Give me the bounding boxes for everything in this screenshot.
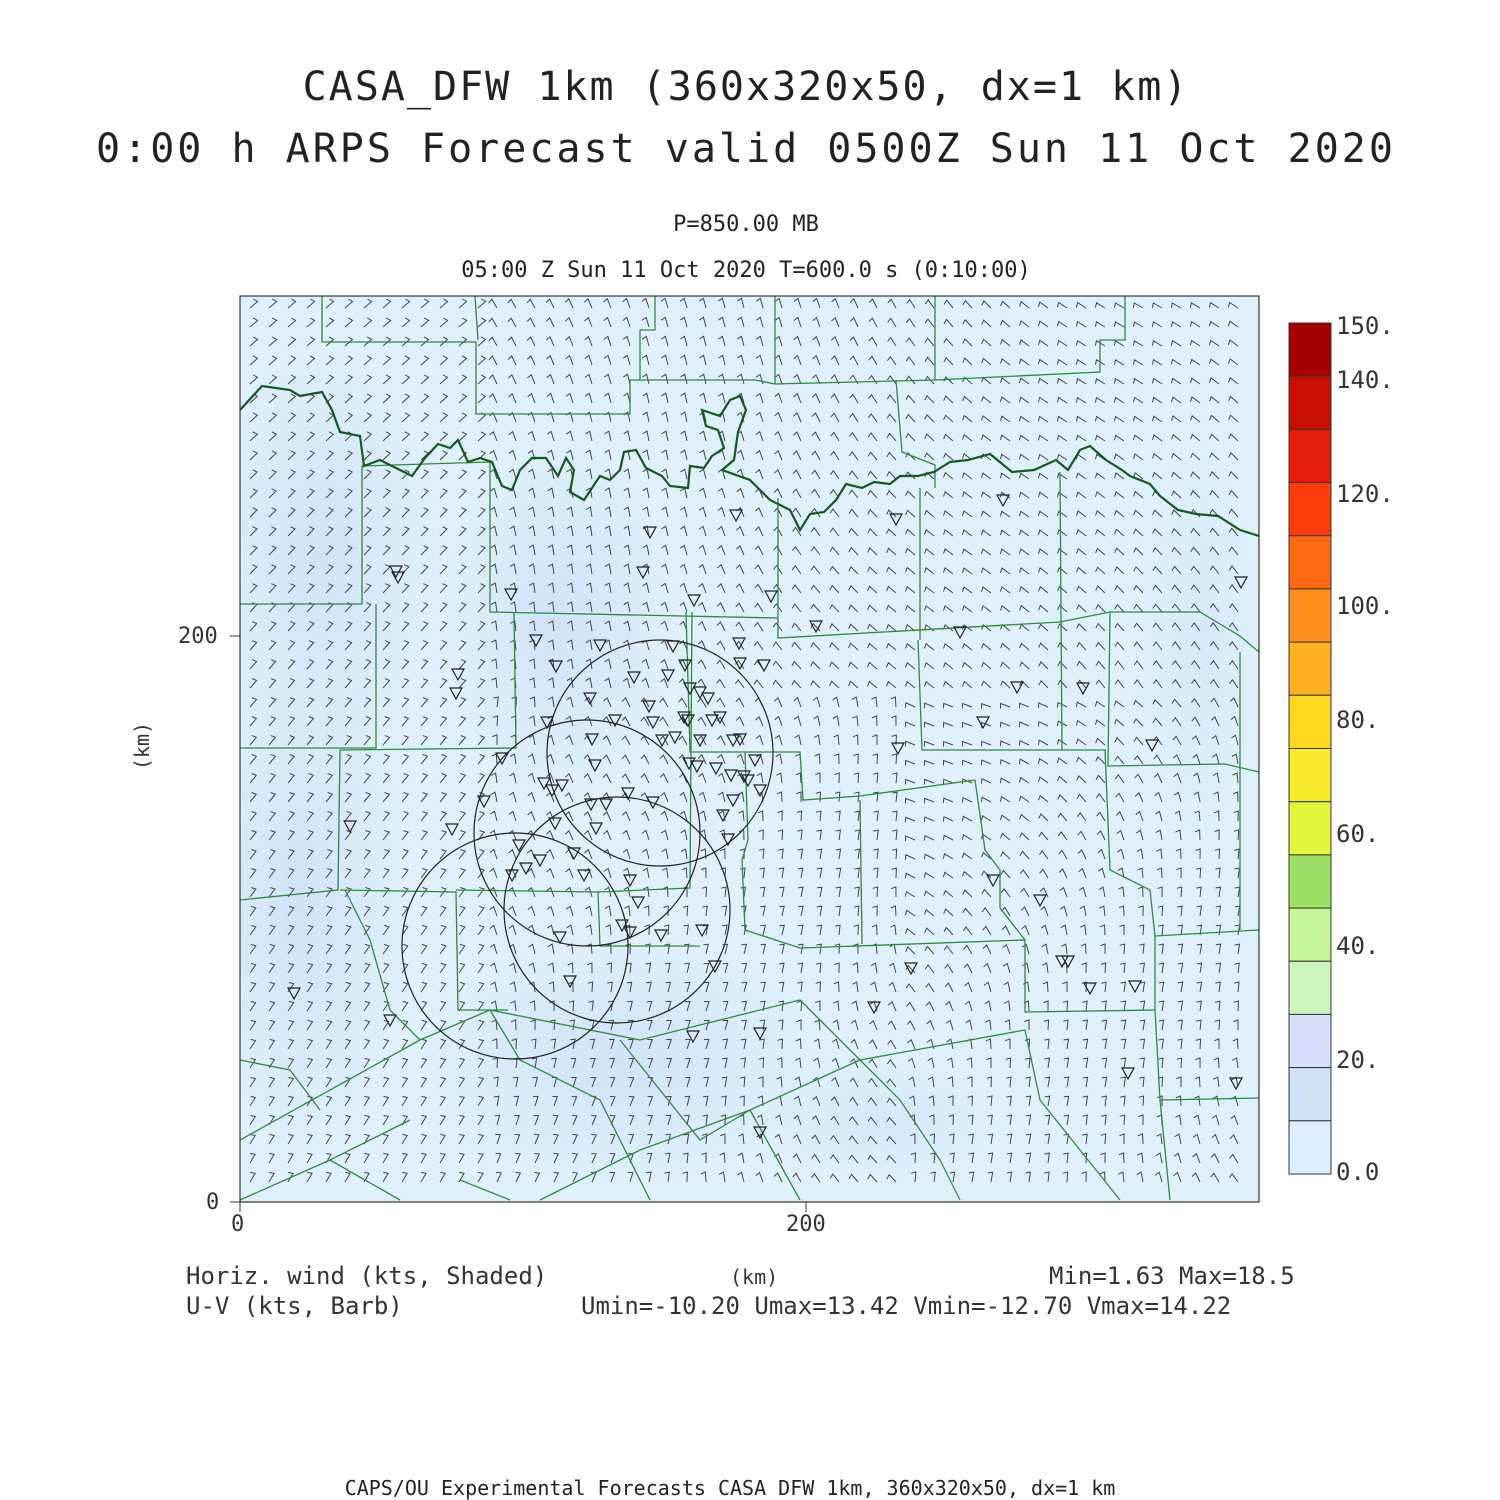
shaded-field-legend: Horiz. wind (kts, Shaded)	[186, 1262, 548, 1290]
barb-field-legend: U-V (kts, Barb)	[186, 1292, 403, 1320]
colorbar-label: 100.	[1336, 592, 1394, 620]
colorbar-label: 120.	[1336, 480, 1394, 508]
colorbar	[1289, 323, 1331, 1174]
colorbar-segment	[1289, 376, 1331, 429]
colorbar-segment	[1289, 908, 1331, 961]
colorbar-segment	[1289, 802, 1331, 855]
colorbar-label: 140.	[1336, 366, 1394, 394]
colorbar-segment	[1289, 429, 1331, 482]
colorbar-segment	[1289, 961, 1331, 1014]
colorbar-segment	[1289, 1014, 1331, 1067]
colorbar-segment	[1289, 855, 1331, 908]
colorbar-segment	[1289, 536, 1331, 589]
plot-title-line-1: CASA_DFW 1km (360x320x50, dx=1 km)	[302, 64, 1190, 110]
colorbar-segment	[1289, 749, 1331, 802]
footer-credit: CAPS/OU Experimental Forecasts CASA DFW 1km, 360x320x50, dx=1 km	[344, 1476, 1116, 1500]
colorbar-segment	[1289, 1068, 1331, 1121]
colorbar-segment	[1289, 323, 1331, 376]
x-axis-label: (km)	[730, 1265, 779, 1289]
colorbar-segment	[1289, 642, 1331, 695]
plot-title-line-2: 0:00 h ARPS Forecast valid 0500Z Sun 11 Oct 2020	[96, 126, 1396, 172]
uv-stats: Umin=-10.20 Umax=13.42 Vmin=-12.70 Vmax=14.22	[581, 1292, 1232, 1320]
pressure-level-label: P=850.00 MB	[673, 212, 819, 237]
colorbar-label: 40.	[1336, 932, 1380, 960]
valid-time-label: 05:00 Z Sun 11 Oct 2020 T=600.0 s (0:10:00)	[461, 258, 1031, 283]
y-tick-200: 200	[178, 624, 218, 649]
colorbar-segment	[1289, 483, 1331, 536]
colorbar-label: 80.	[1336, 706, 1380, 734]
y-axis-label: (km)	[130, 721, 155, 771]
y-tick-0: 0	[206, 1190, 220, 1215]
x-tick-0: 0	[231, 1212, 245, 1237]
colorbar-segment	[1289, 695, 1331, 748]
colorbar-label: 0.0	[1336, 1158, 1380, 1186]
min-max-stats: Min=1.63 Max=18.5	[1049, 1262, 1295, 1290]
colorbar-label: 60.	[1336, 820, 1380, 848]
colorbar-label: 150.	[1336, 312, 1394, 340]
colorbar-segment	[1289, 589, 1331, 642]
x-tick-200: 200	[786, 1212, 826, 1237]
colorbar-segment	[1289, 1121, 1331, 1174]
colorbar-label: 20.	[1336, 1046, 1380, 1074]
